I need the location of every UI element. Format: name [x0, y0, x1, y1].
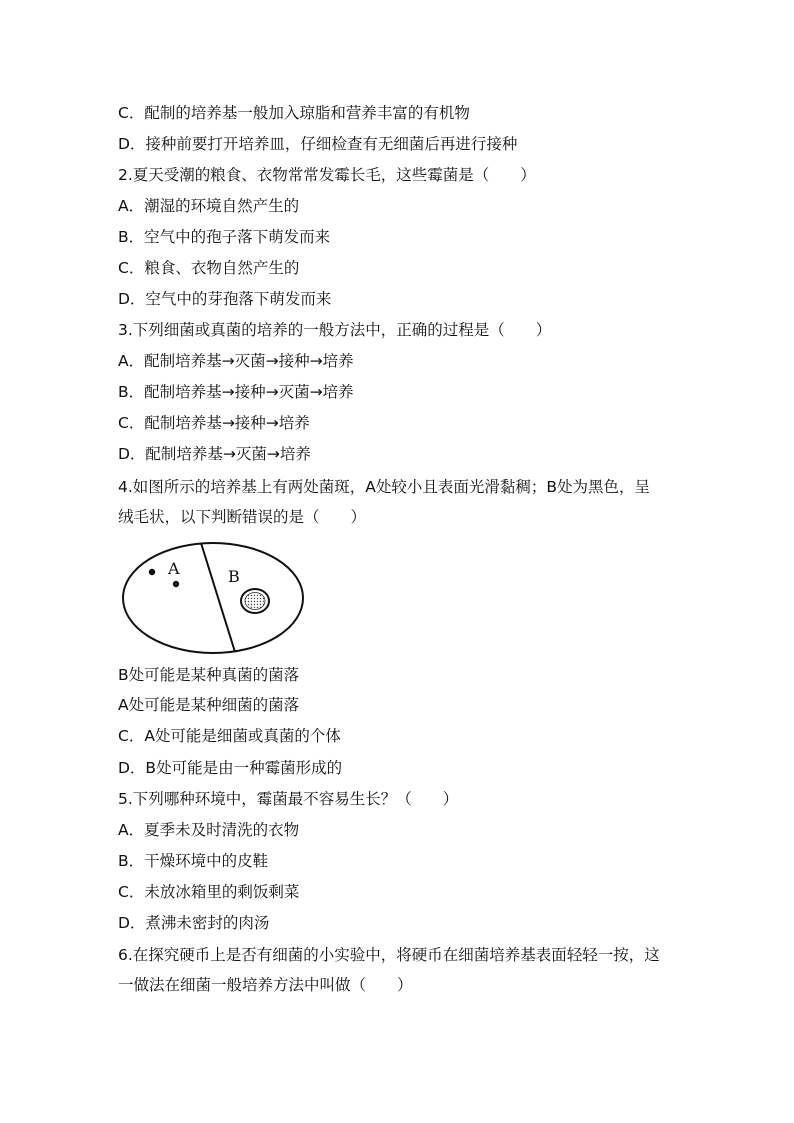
petri-dish-outline [123, 543, 303, 653]
divider-line [201, 543, 235, 652]
question-5-stem: 5.下列哪种环境中，霉菌最不容易生长？（ ） [118, 790, 459, 808]
colony-b-inner [245, 593, 265, 610]
line-9: A．配制培养基→灭菌→接种→培养 [118, 352, 354, 370]
question-3-stem: 3.下列细菌或真菌的培养的一般方法中，正确的过程是（ ） [118, 321, 552, 339]
line-15: B处可能是某种真菌的菌落 [118, 666, 300, 684]
line-22: C．未放冰箱里的剩饭剩菜 [118, 883, 300, 901]
line-21: B．干燥环境中的皮鞋 [118, 852, 269, 870]
line-12: D．配制培养基→灭菌→培养 [118, 445, 311, 463]
colony-a-dot-1 [149, 569, 155, 575]
line-5: B．空气中的孢子落下萌发而来 [118, 228, 331, 246]
line-2: D．接种前要打开培养皿，仔细检查有无细菌后再进行接种 [118, 135, 518, 153]
line-6: C．粮食、衣物自然产生的 [118, 259, 300, 277]
line-18: D．B处可能是由一种霉菌形成的 [118, 759, 343, 777]
line-11: C．配制培养基→接种→培养 [118, 414, 310, 432]
question-6-stem: 6.在探究硬币上是否有细菌的小实验中，将硬币在细菌培养基表面轻轻一按，这 [118, 946, 660, 964]
line-23: D．煮沸未密封的肉汤 [118, 914, 270, 932]
line-14: 绒毛状，以下判断错误的是（ ） [118, 508, 367, 526]
line-7: D．空气中的芽孢落下萌发而来 [118, 290, 332, 308]
line-25: 一做法在细菌一般培养方法中叫做（ ） [118, 976, 413, 994]
question-4-stem: 4.如图所示的培养基上有两处菌斑，A处较小且表面光滑黏稠；B处为黑色，呈 [118, 478, 651, 496]
line-17: C．A处可能是细菌或真菌的个体 [118, 727, 341, 745]
question-2-stem: 2.夏天受潮的粮食、衣物常常发霉长毛，这些霉菌是（ ） [118, 166, 536, 184]
line-10: B．配制培养基→接种→灭菌→培养 [118, 383, 354, 401]
label-b: B [228, 567, 240, 586]
line-1: C．配制的培养基一般加入琼脂和营养丰富的有机物 [118, 104, 470, 122]
colony-a-dot-2 [173, 581, 179, 587]
line-4: A．潮湿的环境自然产生的 [118, 197, 300, 215]
label-a: A [168, 559, 180, 578]
line-16: A处可能是某种细菌的菌落 [118, 696, 300, 714]
line-20: A．夏季未及时清洗的衣物 [118, 821, 300, 839]
petri-dish-figure [118, 540, 308, 660]
